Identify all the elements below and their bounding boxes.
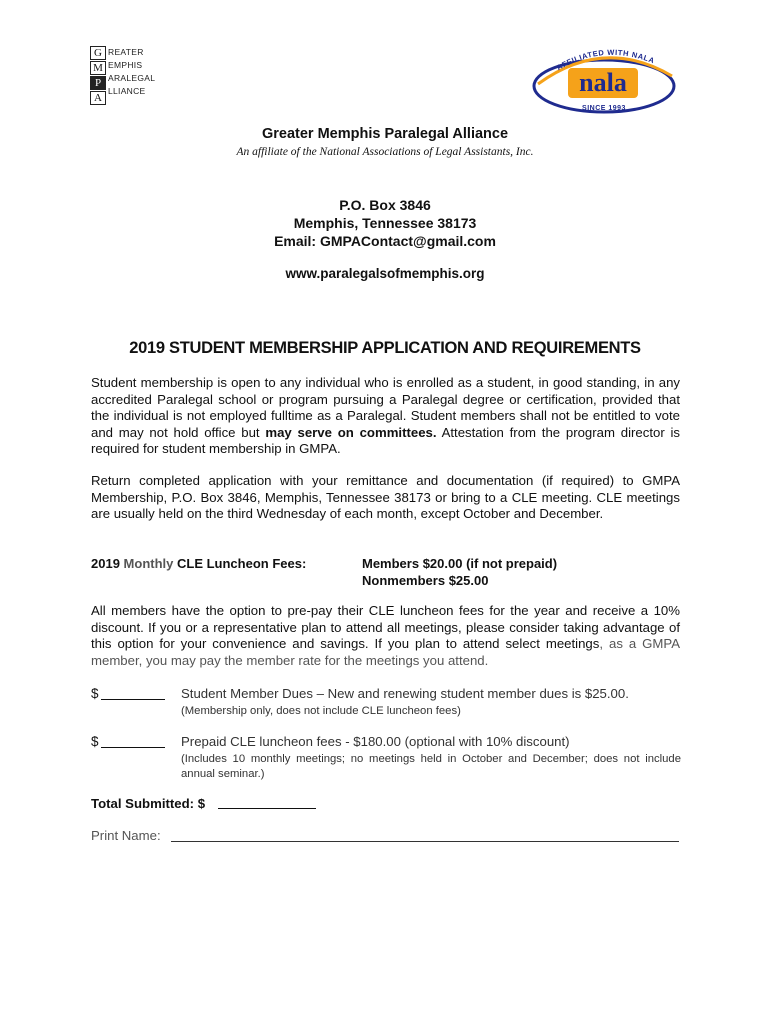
eligibility-text-1: Student membership is open to any individual who is enrolled as a student, in good standing, in any accredited Paralegal school or program pursuing a Paralegal degree or certification, provided that the individual is not employed fulltime as a Paralegal. Student members shall not be entitled to vote and may not hold office but — [91, 375, 680, 440]
prepaid-line-item — [91, 734, 683, 784]
org-name: Greater Memphis Paralegal Alliance — [261, 126, 509, 142]
print-name-field[interactable] — [171, 841, 679, 842]
fees-label-monthly: Monthly — [123, 556, 174, 571]
prepaid-amount-field[interactable] — [101, 747, 165, 748]
nala-logo-graphic — [528, 38, 680, 118]
logo-letter-g: G — [90, 46, 106, 60]
website-link[interactable]: www.paralegalsofmemphis.org — [285, 266, 485, 281]
address-block — [0, 196, 770, 250]
eligibility-paragraph — [91, 375, 680, 458]
nala-arc-text: AFFILIATED WITH NALA — [554, 47, 657, 73]
total-label: Total Submitted: $ — [91, 796, 206, 811]
print-name-label: Print Name: — [91, 828, 161, 843]
dues-line-item — [91, 686, 683, 726]
address-line-1: P.O. Box 3846 — [339, 197, 431, 213]
logo-letter-p: P — [90, 76, 106, 90]
fee-members: Members $20.00 (if not prepaid) — [362, 556, 558, 571]
gmpa-logo — [90, 46, 200, 108]
gmpa-logo-words — [108, 46, 155, 98]
fees-label — [91, 556, 306, 573]
fees-values — [362, 556, 557, 589]
eligibility-bold: may serve on committees. — [265, 424, 437, 440]
logo-word-4: LLIANCE — [108, 86, 146, 96]
nala-since: SINCE 1993 — [582, 105, 626, 112]
dues-dollar-sign: $ — [91, 686, 99, 701]
prepaid-note: (Includes 10 monthly meetings; no meetings held in October and December; does not include annual seminar.) — [181, 753, 681, 780]
logo-letter-a: A — [90, 91, 106, 105]
dues-description: Student Member Dues – New and renewing student member dues is $25.00. — [181, 686, 629, 701]
logo-word-2: EMPHIS — [108, 60, 143, 70]
affiliate-line: An affiliate of the National Associations of Legal Assistants, Inc. — [236, 146, 534, 158]
prepaid-description: Prepaid CLE luncheon fees - $180.00 (optional with 10% discount) — [181, 734, 570, 749]
return-paragraph: Return completed application with your remittance and documentation (if required) to GMPA Membership, P.O. Box 3846, Memphis, Tennessee 38173 or bring to a CLE meeting. CLE meetings are usually held on the third Wednesday of each month, except October and December. — [91, 473, 680, 521]
fees-label-year: 2019 — [91, 556, 124, 571]
eligibility-text-2: Attestation from the program director is required for student membership in GMPA. — [91, 424, 680, 456]
dues-note: (Membership only, does not include CLE luncheon fees) — [181, 705, 461, 717]
total-amount-field[interactable] — [218, 808, 316, 809]
logo-word-1: REATER — [108, 47, 144, 57]
prepay-text-gray: , as a GMPA member, you may pay the member rate for the meetings you attend. — [91, 636, 680, 668]
dues-amount-field[interactable] — [101, 699, 165, 700]
logo-word-3: ARALEGAL — [108, 73, 156, 83]
page-title: 2019 STUDENT MEMBERSHIP APPLICATION AND REQUIREMENTS — [129, 339, 641, 357]
prepay-text: All members have the option to pre-pay their CLE luncheon fees for the year and receive a 10% discount. If you or a representative plan to attend all meetings, please consider taking advantage of this option for your convenience and savings. If you plan to attend select meetings — [91, 603, 680, 651]
fees-label-rest: CLE Luncheon Fees: — [173, 556, 307, 571]
nala-logo — [528, 38, 680, 118]
logo-letter-m: M — [90, 61, 106, 75]
prepay-paragraph — [91, 603, 680, 669]
gmpa-logo-letters — [90, 46, 108, 106]
email-line: Email: GMPAContact@gmail.com — [274, 233, 496, 249]
prepaid-dollar-sign: $ — [91, 734, 99, 749]
nala-mark: nala — [579, 68, 627, 97]
fee-nonmembers: Nonmembers $25.00 — [362, 572, 489, 588]
address-line-2: Memphis, Tennessee 38173 — [293, 215, 477, 231]
